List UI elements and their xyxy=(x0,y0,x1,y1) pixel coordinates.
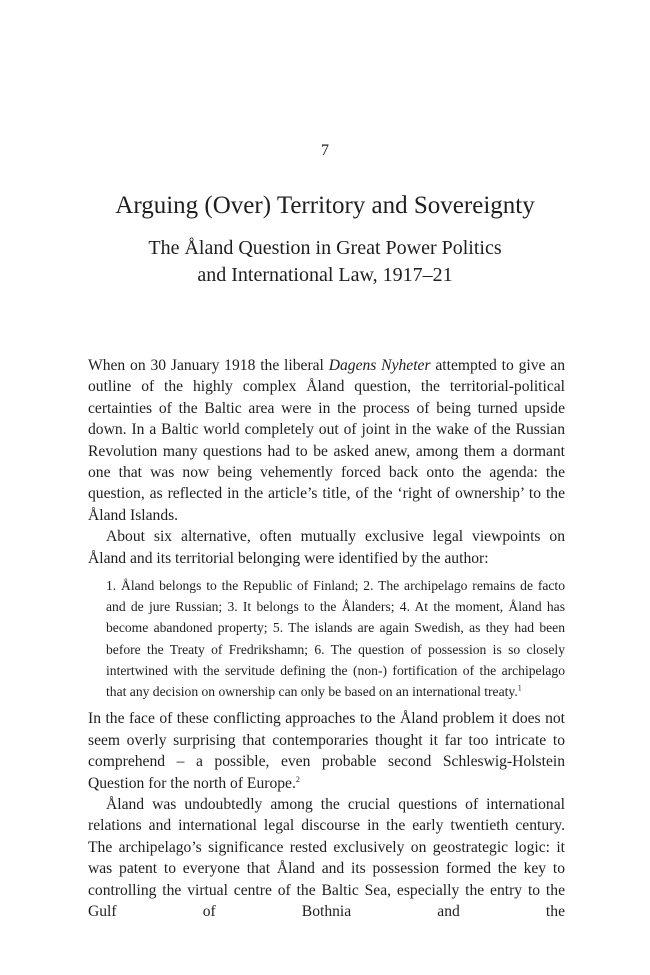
paragraph-2: About six alternative, often mutually exclusive legal viewpoints on Åland and its territorial belonging were identified by the author: xyxy=(88,528,565,567)
paragraph-3 xyxy=(88,708,565,794)
footnote-ref-1[interactable]: 1 xyxy=(517,683,522,693)
paragraph-4: Åland was undoubtedly among the crucial questions of international relations and international legal discourse in the early twentieth century. The archipelago’s significance rested exclusively on geostrategic logic: it was patent to everyone that Åland and its possession formed the key to controlling the virtual centre of the Baltic Sea, especially the entry to the Gulf of Bothnia and the xyxy=(88,795,565,920)
paragraph-1-text-b: attempted to give an outline of the highly complex Åland question, the territorial-political certainties of the Baltic area were in the process of being turned upside down. In a Baltic world completely out of joint in the wake of the Russian Revolution many questions had to be asked anew, among them a dormant one that was now being vehemently forced back onto the agenda: the question, as reflected in the article’s title, of the ‘right of ownership’ to the Åland Islands. xyxy=(88,357,565,524)
chapter-subtitle xyxy=(0,235,650,289)
chapter-number: 7 xyxy=(321,142,329,159)
paragraph-1-text-a: When on 30 January 1918 the liberal xyxy=(88,357,329,374)
paragraph-1 xyxy=(88,355,565,526)
newspaper-title: Dagens Nyheter xyxy=(328,357,431,374)
footnote-ref-2[interactable]: 2 xyxy=(295,774,300,784)
chapter-title: Arguing (Over) Territory and Sovereignty xyxy=(115,192,535,219)
block-quote-text: 1. Åland belongs to the Republic of Finland; 2. The archipelago remains de facto and de jure Russian; 3. It belongs to the Ålanders; 4. At the moment, Åland has become abandoned property; 5. The islands are again Swedish, as they had been before the Treaty of Fredrikshamn; 6. The question of possession is so closely intertwined with the servitude defining the (non-) fortification of the archipelago that any decision on ownership can only be based on an international treaty. xyxy=(106,578,565,700)
chapter-subtitle-line-1: The Åland Question in Great Power Politics xyxy=(148,237,502,259)
body-text xyxy=(88,355,565,922)
chapter-subtitle-line-2: and International Law, 1917–21 xyxy=(197,264,453,286)
paragraph-3-text: In the face of these conflicting approaches to the Åland problem it does not seem overly surprising that contemporaries thought it far too intricate to comprehend – a possible, even probable second Schleswig-Holstein Question for the north of Europe. xyxy=(88,710,565,792)
block-quote xyxy=(106,575,565,702)
